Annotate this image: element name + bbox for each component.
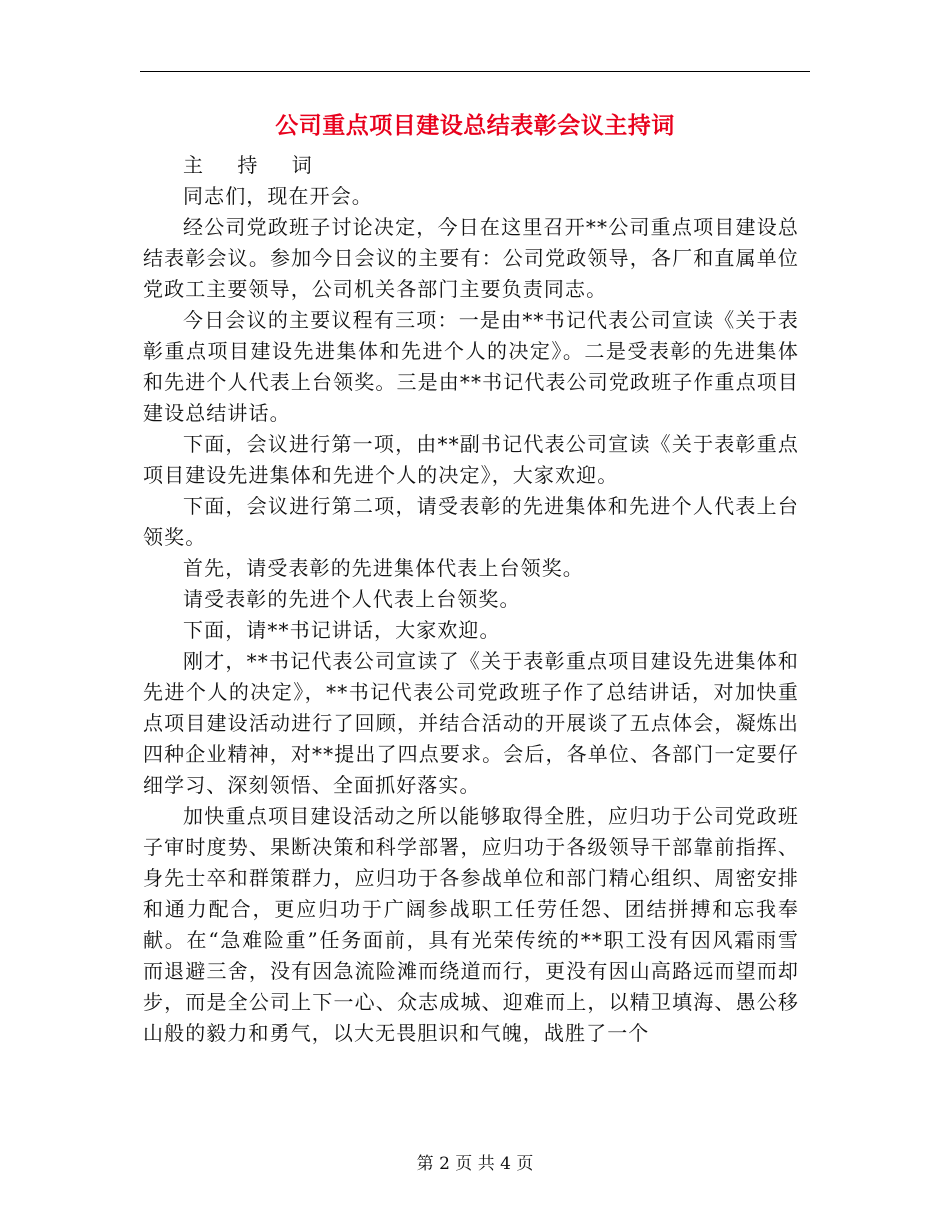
paragraph: 下面，会议进行第二项，请受表彰的先进集体和先进个人代表上台领奖。 xyxy=(143,494,799,549)
paragraph: 经公司党政班子讨论决定，今日在这里召开**公司重点项目建设总结表彰会议。参加今日会议的主要有：公司党政领导，各厂和直属单位党政工主要领导，公司机关各部门主要负责同志。 xyxy=(143,215,799,301)
header-rule xyxy=(140,71,810,72)
paragraph: 刚才，**书记代表公司宣读了《关于表彰重点项目建设先进集体和先进个人的决定》，**书记代表公司党政班子作了总结讲话，对加快重点项目建设活动进行了回顾，并结合活动的开展谈了五点体会，凝炼出四种企业精神，对**提出了四点要求。会后，各单位、各部门一定要仔细学习、深刻领悟、全面抓好落实。 xyxy=(143,649,799,797)
document-body xyxy=(143,150,799,1049)
page-number: 第 2 页 共 4 页 xyxy=(416,1154,534,1174)
paragraph: 同志们，现在开会。 xyxy=(183,184,373,208)
document-title: 公司重点项目建设总结表彰会议主持词 xyxy=(275,113,675,139)
paragraph: 今日会议的主要议程有三项：一是由**书记代表公司宣读《关于表彰重点项目建设先进集体和先进个人的决定》。二是受表彰的先进集体和先进个人代表上台领奖。三是由**书记代表公司党政班子作重点项目建设总结讲话。 xyxy=(143,308,799,425)
paragraph: 首先，请受表彰的先进集体代表上台领奖。 xyxy=(183,556,584,580)
paragraph-heading: 主 持 词 xyxy=(183,153,326,177)
paragraph: 加快重点项目建设活动之所以能够取得全胜，应归功于公司党政班子审时度势、果断决策和科学部署，应归功于各级领导干部靠前指挥、身先士卒和群策群力，应归功于各参战单位和部门精心组织、周密安排和通力配合，更应归功于广阔参战职工任劳任怨、团结拼搏和忘我奉献。在“急难险重”任务面前，具有光荣传统的**职工没有因风霜雨雪而退避三舍，没有因急流险滩而绕道而行，更没有因山高路远而望而却步，而是全公司上下一心、众志成城、迎难而上，以精卫填海、愚公移山般的毅力和勇气，以大无畏胆识和气魄，战胜了一个 xyxy=(143,804,799,1045)
paragraph: 下面，请**书记讲话，大家欢迎。 xyxy=(183,618,501,642)
paragraph: 请受表彰的先进个人代表上台领奖。 xyxy=(183,587,521,611)
paragraph: 下面，会议进行第一项，由**副书记代表公司宣读《关于表彰重点项目建设先进集体和先进个人的决定》，大家欢迎。 xyxy=(143,432,799,487)
